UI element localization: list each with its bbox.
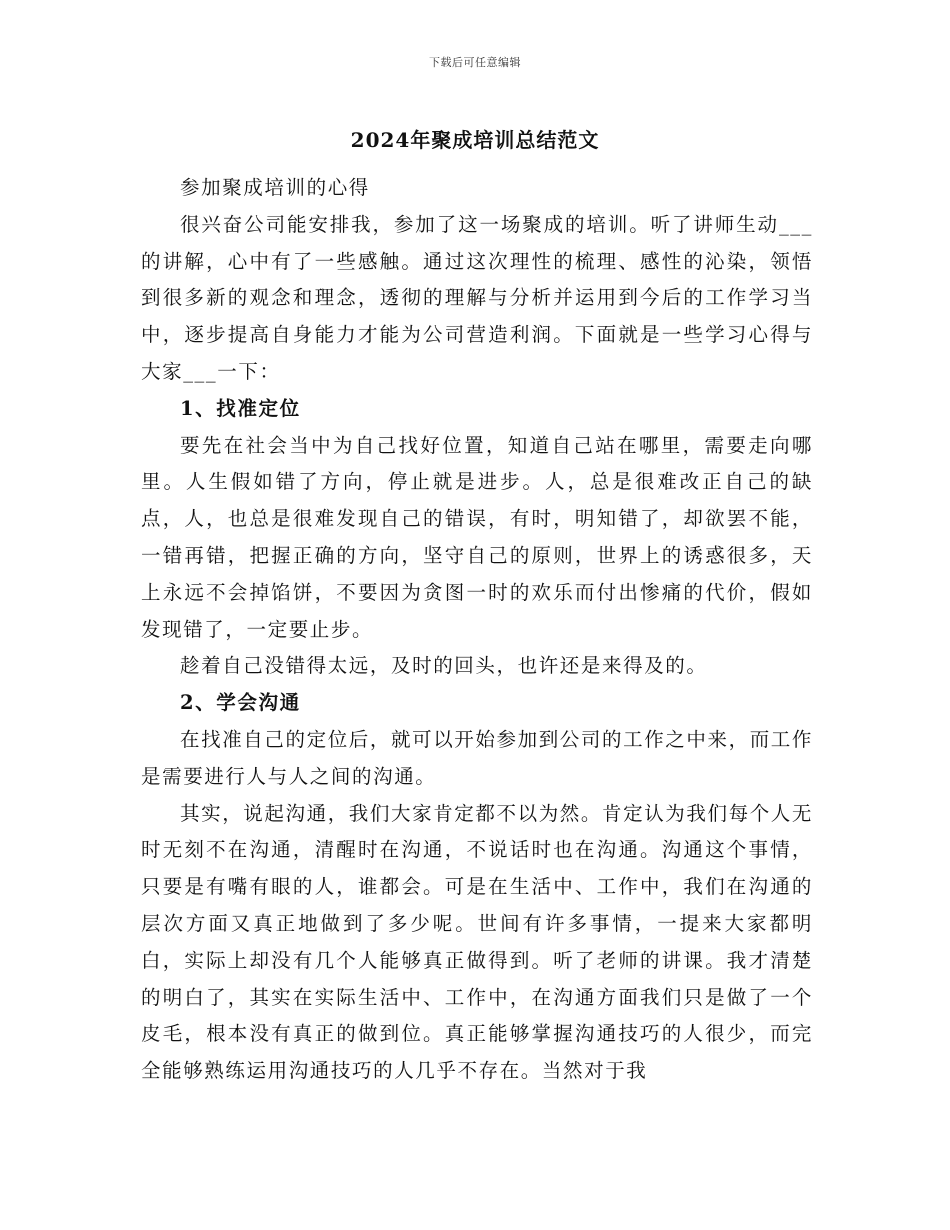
paragraph-communication-detail: 其实，说起沟通，我们大家肯定都不以为然。肯定认为我们每个人无时无刻不在沟通，清醒时在沟通，不说话时也在沟通。沟通这个事情，只要是有嘴有眼的人，谁都会。可是在生活中、工作中，我们在沟通的层次方面又真正地做到了多少呢。世间有许多事情，一提来大家都明白，实际上却没有几个人能够真正做得到。听了老师的讲课。我才清楚的明白了，其实在实际生活中、工作中，在沟通方面我们只是做了一个皮毛，根本没有真正的做到位。真正能够掌握沟通技巧的人很少，而完全能够熟练运用沟通技巧的人几乎不存在。当然对于我	[141, 801, 814, 1083]
paragraph-intro: 很兴奋公司能安排我，参加了这一场聚成的培训。听了讲师生动___的讲解，心中有了一些感触。通过这次理性的梳理、感性的沁染，领悟到很多新的观念和理念，透彻的理解与分析并运用到今后的工作学习当中，逐步提高自身能力才能为公司营造利润。下面就是一些学习心得与大家___一下：	[141, 212, 813, 383]
document-title: 2024年聚成培训总结范文	[350, 128, 600, 152]
paragraph-positioning: 要先在社会当中为自己找好位置，知道自己站在哪里，需要走向哪里。人生假如错了方向，停止就是进步。人，总是很难改正自己的缺点，人，也总是很难发现自己的错误，有时，明知错了，却欲罢不能，一错再错，把握正确的方向，坚守自己的原则，世界上的诱惑很多，天上永远不会掉馅饼，不要因为贪图一时的欢乐而付出惨痛的代价，假如发现错了，一定要止步。	[141, 433, 813, 641]
document-body	[141, 170, 813, 1090]
section-heading-positioning: 1、找准定位	[180, 396, 301, 420]
paragraph-intro-line: 参加聚成培训的心得	[180, 176, 370, 199]
paragraph-communication-intro: 在找准自己的定位后，就可以开始参加到公司的工作之中来，而工作是需要进行人与人之间的沟通。	[141, 727, 814, 788]
section-heading-communication: 2、学会沟通	[180, 691, 301, 715]
page-header-note: 下载后可任意编辑	[429, 56, 521, 69]
paragraph-turn-back: 趁着自己没错得太远，及时的回头，也许还是来得及的。	[180, 654, 708, 678]
